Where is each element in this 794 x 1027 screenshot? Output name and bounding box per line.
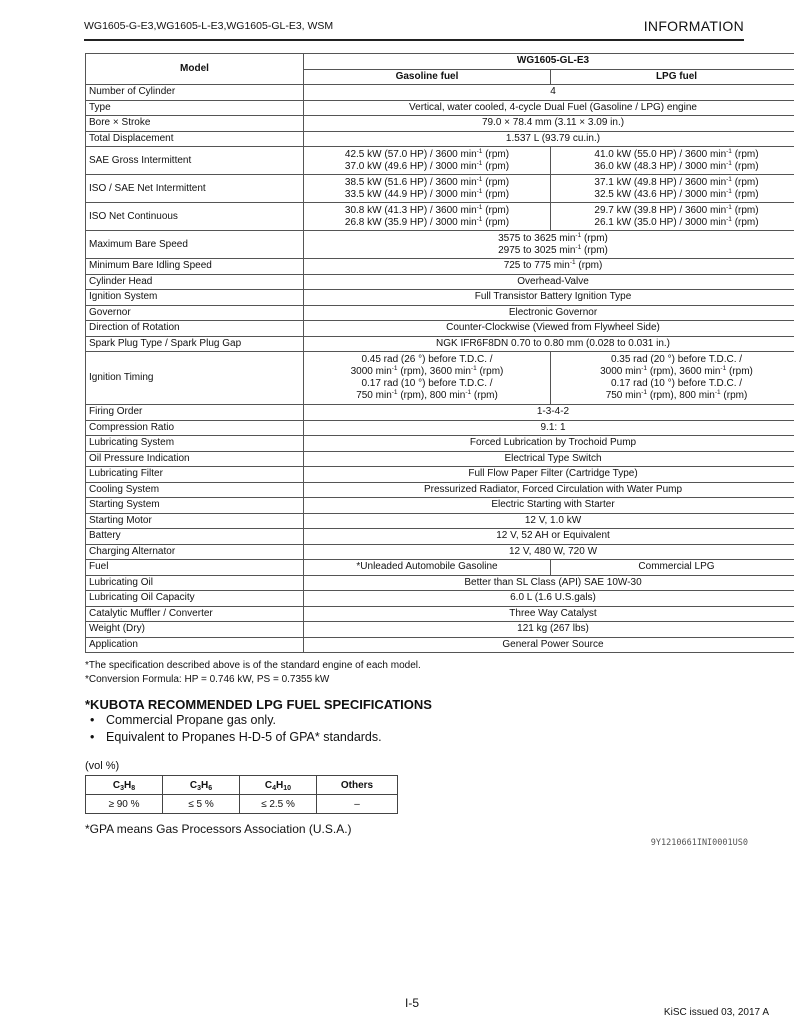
row-value: 1-3-4-2 <box>304 405 794 421</box>
gasoline-value: 0.45 rad (26 °) before T.D.C. / 3000 $\min^{-1} (rpm)$, 3600 $\min^{-1} (rpm)$ 0.17 rad (10 °) before T.D.C. / 750 $\min^{-1} (rpm)$, 800 $\min^{-1} (rpm)$ <box>304 352 551 405</box>
row-label: ISO / SAE Net Intermittent <box>86 175 304 203</box>
table-row <box>86 405 794 421</box>
row-label: Firing Order <box>86 405 304 421</box>
table-row <box>86 560 794 576</box>
row-label: SAE Gross Intermittent <box>86 147 304 175</box>
row-label: Ignition Timing <box>86 352 304 405</box>
table-row <box>86 544 794 560</box>
row-label: Direction of Rotation <box>86 321 304 337</box>
row-value: Three Way Catalyst <box>304 606 794 622</box>
row-label: Cooling System <box>86 482 304 498</box>
table-row <box>86 467 794 483</box>
row-label: Lubricating System <box>86 436 304 452</box>
row-value: General Power Source <box>304 637 794 653</box>
table-row <box>86 131 794 147</box>
table-row <box>86 513 794 529</box>
row-label: ISO Net Continuous <box>86 203 304 231</box>
row-label: Type <box>86 100 304 116</box>
row-value: Pressurized Radiator, Forced Circulation with Water Pump <box>304 482 794 498</box>
table-row <box>86 482 794 498</box>
row-value: 4 <box>304 85 794 101</box>
lpg-value: Commercial LPG <box>551 560 794 576</box>
lpg-value: 41.0 kW (55.0 HP) / 3600 $\min^{-1} (rpm)$ 36.0 kW (48.3 HP) / 3000 $\min^{-1} (rpm)$ <box>551 147 794 175</box>
row-label: Lubricating Filter <box>86 467 304 483</box>
propane-value: ≥ 90 % <box>86 795 163 814</box>
row-value: Counter-Clockwise (Viewed from Flywheel Side) <box>304 321 794 337</box>
row-label: Starting Motor <box>86 513 304 529</box>
table-row <box>86 231 794 259</box>
row-label: Weight (Dry) <box>86 622 304 638</box>
propylene-header: $C_3H_6$ <box>163 776 240 795</box>
lpg-composition-table <box>85 775 398 814</box>
table-row <box>86 498 794 514</box>
lpg-value: 37.1 kW (49.8 HP) / 3600 $\min^{-1} (rpm)$ 32.5 kW (43.6 HP) / 3000 $\min^{-1} (rpm)$ <box>551 175 794 203</box>
engine-spec-table <box>85 53 794 653</box>
butane-header: $C_4H_{10}$ <box>240 776 317 795</box>
lpg-value: 0.35 rad (20 °) before T.D.C. / 3000 $\min^{-1} (rpm)$, 3600 $\min^{-1} (rpm)$ 0.17 rad (10 °) before T.D.C. / 750 $\min^{-1} (rpm)$, 800 $\min^{-1} (rpm)$ <box>551 352 794 405</box>
gasoline-value: 42.5 kW (57.0 HP) / 3600 $\min^{-1} (rpm)$ 37.0 kW (49.6 HP) / 3000 $\min^{-1} (rpm)$ <box>304 147 551 175</box>
row-label: Minimum Bare Idling Speed <box>86 259 304 275</box>
table-row <box>86 259 794 275</box>
row-value: Electric Starting with Starter <box>304 498 794 514</box>
row-label: Compression Ratio <box>86 420 304 436</box>
table-row <box>86 336 794 352</box>
model-header: Model <box>86 54 304 85</box>
butane-value: ≤ 2.5 % <box>240 795 317 814</box>
row-label: Total Displacement <box>86 131 304 147</box>
row-label: Starting System <box>86 498 304 514</box>
row-value: 9.1: 1 <box>304 420 794 436</box>
table-row <box>86 795 398 814</box>
row-label: Number of Cylinder <box>86 85 304 101</box>
table-row <box>86 352 794 405</box>
table-row <box>86 85 794 101</box>
row-value: 725 to 775 $\min^{-1} (rpm)$ <box>304 259 794 275</box>
row-label: Governor <box>86 305 304 321</box>
list-item: • Equivalent to Propanes H-D-5 of GPA* standards. <box>90 729 382 746</box>
table-row <box>86 451 794 467</box>
table-row <box>86 290 794 306</box>
conversion-note: *Conversion Formula: HP = 0.746 kW, PS = 0.7355 kW <box>85 673 330 685</box>
model-name-header: WG1605-GL-E3 <box>304 54 794 70</box>
page-number: I-5 <box>405 996 420 1010</box>
row-value: 79.0 × 78.4 mm (3.11 × 3.09 in.) <box>304 116 794 132</box>
row-label: Charging Alternator <box>86 544 304 560</box>
table-row <box>86 436 794 452</box>
table-row <box>86 147 794 175</box>
issue-info: KiSC issued 03, 2017 A <box>663 1007 769 1018</box>
row-value: 121 kg (267 lbs) <box>304 622 794 638</box>
others-value: – <box>317 795 398 814</box>
table-row <box>86 203 794 231</box>
row-label: Lubricating Oil <box>86 575 304 591</box>
row-label: Spark Plug Type / Spark Plug Gap <box>86 336 304 352</box>
table-row <box>86 637 794 653</box>
row-value: NGK IFR6F8DN 0.70 to 0.80 mm (0.028 to 0.031 in.) <box>304 336 794 352</box>
lpg-column-header: LPG fuel <box>551 69 794 85</box>
table-row <box>86 575 794 591</box>
header-divider <box>84 39 744 41</box>
gasoline-value: *Unleaded Automobile Gasoline <box>304 560 551 576</box>
row-label: Bore × Stroke <box>86 116 304 132</box>
table-row <box>86 529 794 545</box>
header-section-title: INFORMATION <box>643 18 744 34</box>
document-code: 9Y1210661INI0001US0 <box>650 838 748 848</box>
row-label: Application <box>86 637 304 653</box>
row-label: Ignition System <box>86 290 304 306</box>
table-row <box>86 305 794 321</box>
table-row <box>86 274 794 290</box>
gpa-note: *GPA means Gas Processors Association (U.S.A.) <box>85 822 352 836</box>
lpg-value: 29.7 kW (39.8 HP) / 3600 $\min^{-1} (rpm)$ 26.1 kW (35.0 HP) / 3000 $\min^{-1} (rpm)$ <box>551 203 794 231</box>
table-header-row <box>86 54 794 70</box>
table-row <box>86 420 794 436</box>
lpg-spec-bullets <box>90 712 382 746</box>
table-row <box>86 100 794 116</box>
list-item: • Commercial Propane gas only. <box>90 712 382 729</box>
row-value: 12 V, 480 W, 720 W <box>304 544 794 560</box>
propane-header: $C_3H_8$ <box>86 776 163 795</box>
table-row <box>86 321 794 337</box>
table-row <box>86 622 794 638</box>
others-header: Others <box>317 776 398 795</box>
gasoline-column-header: Gasoline fuel <box>304 69 551 85</box>
row-label: Maximum Bare Speed <box>86 231 304 259</box>
row-value: Full Flow Paper Filter (Cartridge Type) <box>304 467 794 483</box>
row-value: Forced Lubrication by Trochoid Pump <box>304 436 794 452</box>
row-value: 1.537 L (93.79 cu.in.) <box>304 131 794 147</box>
table-row <box>86 175 794 203</box>
row-value: Overhead-Valve <box>304 274 794 290</box>
row-label: Fuel <box>86 560 304 576</box>
row-value: Electrical Type Switch <box>304 451 794 467</box>
row-value: Vertical, water cooled, 4-cycle Dual Fuel (Gasoline / LPG) engine <box>304 100 794 116</box>
table-header-row <box>86 776 398 795</box>
row-label: Catalytic Muffler / Converter <box>86 606 304 622</box>
row-label: Lubricating Oil Capacity <box>86 591 304 607</box>
lpg-spec-heading: *KUBOTA RECOMMENDED LPG FUEL SPECIFICATIONS <box>85 697 432 712</box>
row-label: Cylinder Head <box>86 274 304 290</box>
propylene-value: ≤ 5 % <box>163 795 240 814</box>
header-document-title: WG1605-G-E3,WG1605-L-E3,WG1605-GL-E3, WSM <box>84 20 334 32</box>
row-label: Battery <box>86 529 304 545</box>
volume-unit-label: (vol %) <box>85 760 120 772</box>
table-row <box>86 606 794 622</box>
table-row <box>86 116 794 132</box>
row-value: 3575 to 3625 $\min^{-1} (rpm)$ 2975 to 3025 $\min^{-1} (rpm)$ <box>304 231 794 259</box>
gasoline-value: 38.5 kW (51.6 HP) / 3600 $\min^{-1} (rpm)$ 33.5 kW (44.9 HP) / 3000 $\min^{-1} (rpm)$ <box>304 175 551 203</box>
row-label: Oil Pressure Indication <box>86 451 304 467</box>
row-value: Electronic Governor <box>304 305 794 321</box>
gasoline-value: 30.8 kW (41.3 HP) / 3600 $\min^{-1} (rpm)$ 26.8 kW (35.9 HP) / 3000 $\min^{-1} (rpm)$ <box>304 203 551 231</box>
row-value: Better than SL Class (API) SAE 10W-30 <box>304 575 794 591</box>
table-row <box>86 591 794 607</box>
row-value: Full Transistor Battery Ignition Type <box>304 290 794 306</box>
row-value: 6.0 L (1.6 U.S.gals) <box>304 591 794 607</box>
row-value: 12 V, 52 AH or Equivalent <box>304 529 794 545</box>
spec-note: *The specification described above is of the standard engine of each model. <box>85 660 421 671</box>
spec-notes <box>85 659 421 686</box>
row-value: 12 V, 1.0 kW <box>304 513 794 529</box>
